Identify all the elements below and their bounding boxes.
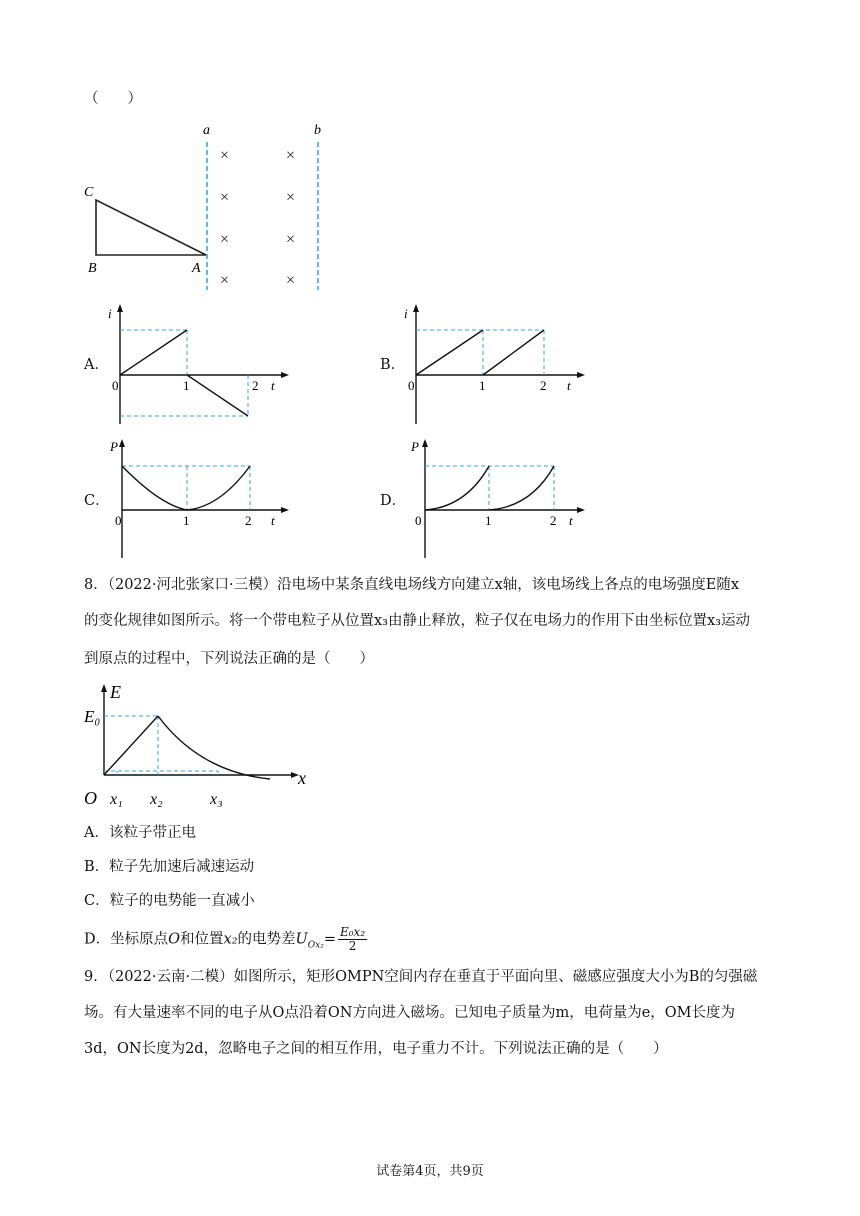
triangle-abc — [96, 200, 206, 255]
q7-option-a-graph — [105, 300, 295, 430]
svg-text:t: t — [271, 378, 275, 393]
svg-text:t: t — [271, 513, 275, 528]
svg-text:×: × — [286, 189, 296, 206]
q8-option-d[interactable]: D．坐标原点O和位置x₂的电势差$U_{Ox_2}=$ $\frac{\text{E₀x₂}}{2}$ — [84, 925, 366, 953]
label-A: A — [192, 261, 201, 276]
q7-option-c-graph — [105, 435, 295, 560]
svg-text:P: P — [411, 439, 419, 454]
svg-text:0: 0 — [415, 513, 422, 528]
svg-text:×: × — [286, 147, 296, 164]
svg-text:2: 2 — [252, 378, 259, 393]
field-crosses — [220, 147, 295, 289]
page-footer: 试卷第4页，共9页 — [376, 1164, 484, 1179]
q7-option-d-graph — [401, 435, 591, 560]
q8-e-x-graph — [80, 680, 320, 810]
svg-text:x₁: x₁ — [110, 791, 123, 808]
svg-text:×: × — [220, 147, 230, 164]
q7-option-c-label[interactable]: C． — [84, 493, 110, 509]
q7-field-figure — [80, 120, 340, 295]
svg-text:x: x — [298, 768, 306, 788]
q8-stem-line1: 8．（2022·河北张家口·三模）沿电场中某条直线电场线方向建立x轴，该电场线上各点的电场强度E随x — [84, 577, 740, 593]
svg-text:2: 2 — [245, 513, 252, 528]
svg-text:1: 1 — [485, 513, 492, 528]
svg-text:×: × — [220, 231, 230, 248]
label-B: B — [88, 261, 97, 276]
q8-option-a[interactable]: A．该粒子带正电 — [84, 825, 196, 841]
svg-text:0: 0 — [115, 513, 122, 528]
svg-text:2: 2 — [550, 513, 557, 528]
svg-text:x₂: x₂ — [150, 791, 163, 808]
q7-option-d-label[interactable]: D． — [380, 493, 407, 509]
label-b: b — [314, 123, 321, 138]
q7-option-b-graph — [401, 300, 591, 430]
q9-stem-line1: 9．（2022·云南·二模）如图所示，矩形OMPN空间内存在垂直于平面向里、磁感应强度大小为B的匀强磁 — [84, 969, 758, 985]
q9-stem-line2: 场。有大量速率不同的电子从O点沿着ON方向进入磁场。已知电子质量为m，电荷量为e，OM长度为 — [84, 1005, 736, 1021]
svg-text:O: O — [84, 788, 97, 808]
svg-text:x₃: x₃ — [210, 791, 223, 808]
label-a: a — [203, 123, 210, 138]
svg-text:t: t — [569, 513, 573, 528]
svg-text:0: 0 — [112, 378, 119, 393]
svg-text:1: 1 — [479, 378, 486, 393]
svg-text:×: × — [220, 272, 230, 289]
svg-text:i: i — [108, 306, 112, 321]
svg-text:1: 1 — [183, 513, 190, 528]
q7-answer-bracket: （ ） — [84, 91, 142, 107]
q8-stem-line3: 到原点的过程中，下列说法正确的是（ ） — [84, 651, 374, 667]
label-C: C — [84, 185, 94, 200]
svg-text:i: i — [404, 306, 408, 321]
q8-stem-line2: 的变化规律如图所示。将一个带电粒子从位置x₃由静止释放，粒子仅在电场力的作用下由坐标位置x₃运动 — [84, 613, 750, 629]
svg-text:×: × — [286, 231, 296, 248]
svg-text:t: t — [567, 378, 571, 393]
q8-option-c[interactable]: C．粒子的电势能一直减小 — [84, 893, 255, 909]
q9-stem-line3: 3d，ON长度为2d，忽略电子之间的相互作用，电子重力不计。下列说法正确的是（ ） — [84, 1041, 668, 1057]
q8-option-b[interactable]: B．粒子先加速后减速运动 — [84, 859, 255, 875]
q7-option-b-label[interactable]: B． — [380, 357, 406, 373]
svg-text:0: 0 — [408, 378, 415, 393]
svg-text:E₀: E₀ — [84, 707, 101, 726]
svg-text:E: E — [110, 682, 121, 702]
svg-text:1: 1 — [183, 378, 190, 393]
q7-option-a-label[interactable]: A． — [84, 357, 109, 373]
svg-text:P: P — [110, 439, 118, 454]
svg-text:×: × — [220, 189, 230, 206]
svg-text:×: × — [286, 272, 296, 289]
svg-text:2: 2 — [540, 378, 547, 393]
